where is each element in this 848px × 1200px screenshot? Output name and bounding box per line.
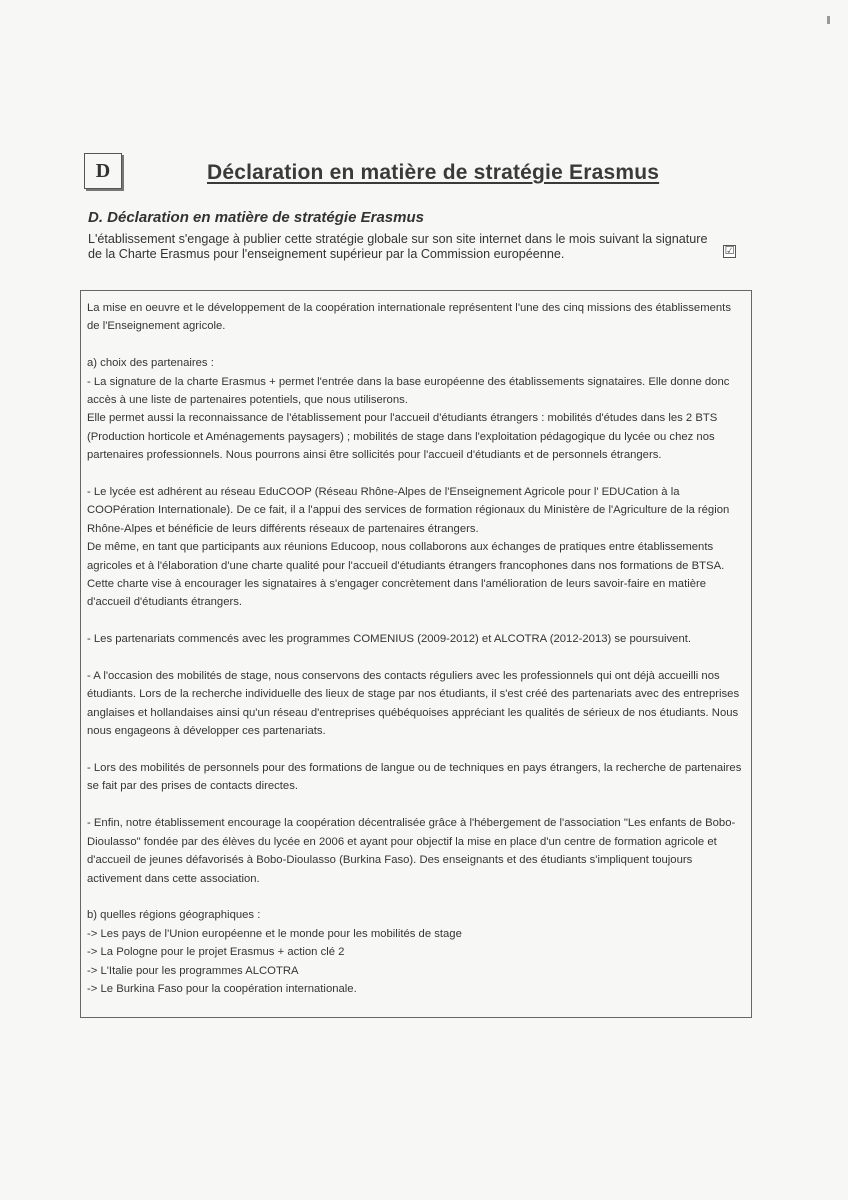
strategy-text-box	[80, 290, 752, 1018]
partner-paragraph-1: - La signature de la charte Erasmus + permet l'entrée dans la base européenne des établissements signataires. Elle donne donc accès à une liste de partenaires potentiels, que nous utiliserons.	[87, 375, 730, 407]
section-letter-box	[84, 153, 122, 189]
region-item: -> Les pays de l'Union européenne et le monde pour les mobilités de stage	[87, 927, 462, 940]
strategy-text	[87, 299, 745, 998]
commitment-statement: L'établissement s'engage à publier cette stratégie globale sur son site internet dans le mois suivant la signature de la Charte Erasmus pour l'enseignement supérieur par la Commission européenne.	[88, 232, 708, 261]
section-heading: D. Déclaration en matière de stratégie Erasmus	[88, 209, 424, 226]
regions-heading: b) quelles régions géographiques :	[87, 909, 261, 922]
partner-paragraph-5: - Les partenariats commencés avec les programmes COMENIUS (2009-2012) et ALCOTRA (2012-2013) se poursuivent.	[87, 633, 692, 646]
partner-paragraph-4: De même, en tant que participants aux réunions Educoop, nous collaborons aux échanges de pratiques entre établissements agricoles et à l'élaboration d'une charte qualité pour l'accueil d'étudiants étrangers francophones dans nos formations de BTSA. Cette charte vise à encourager les signataires à s'engager concrètement dans l'amélioration de leurs savoir-faire en matière d'accueil d'étudiants étrangers.	[87, 541, 725, 609]
partner-paragraph-8: - Enfin, notre établissement encourage la coopération décentralisée grâce à l'hébergement de l'association "Les enfants de Bobo-Dioulasso" fondée par des élèves du lycée en 2006 et ayant pour objectif la mise en place d'un centre de formation agricole et d'accueil de jeunes défavorisés à Bobo-Dioulasso (Burkina Faso). Des enseignants et des étudiants s'impliquent toujours activement dans cette association.	[87, 817, 736, 885]
scan-mark	[827, 16, 830, 24]
partner-paragraph-6: - A l'occasion des mobilités de stage, nous conservons des contacts réguliers avec les professionnels qui ont déjà accueilli nos étudiants. Lors de la recherche individuelle des lieux de stage par nos étudiants, il s'est créé des partenariats avec des entreprises anglaises et hollandaises ainsi qu'un réseau d'entreprises québéquoises appréciant les qualités de sérieux de nos étudiants. Nous nous engageons à développer ces partenariats.	[87, 670, 740, 738]
document-title: Déclaration en matière de stratégie Erasmus	[207, 161, 660, 184]
partner-paragraph-3: - Le lycée est adhérent au réseau EduCOOP (Réseau Rhône-Alpes de l'Enseignement Agricole pour l' EDUCation à la COOPération Internationale). De ce fait, il a l'appui des services de formation régionaux du Ministère de l'Agriculture de la région Rhône-Alpes et bénéficie de leurs différents réseaux de partenaires étrangers.	[87, 486, 730, 535]
region-item: -> Le Burkina Faso pour la coopération internationale.	[87, 982, 357, 995]
intro-paragraph: La mise en oeuvre et le développement de la coopération internationale représentent l'une des cinq missions des établissements de l'Enseignement agricole.	[87, 302, 731, 333]
partner-paragraph-7: - Lors des mobilités de personnels pour des formations de langue ou de techniques en pays étrangers, la recherche de partenaires se fait par des prises de contacts directes.	[87, 762, 742, 793]
partner-choice-heading: a) choix des partenaires :	[87, 357, 214, 370]
checkbox-checked-icon[interactable]: ☑	[724, 245, 735, 257]
section-letter: D	[95, 159, 111, 182]
partner-paragraph-2: Elle permet aussi la reconnaissance de l'établissement pour l'accueil d'étudiants étrangers : mobilités d'études dans les 2 BTS (Production horticole et Aménagements paysagers) ; mobilités de stage dans l'exploitation pédagogique du lycée ou chez nos partenaires professionnels. Nous pourrons ainsi être sollicités pour l'accueil d'étudiants et de personnels étrangers.	[87, 412, 718, 462]
region-item: -> L'Italie pour les programmes ALCOTRA	[87, 964, 299, 977]
region-item: -> La Pologne pour le projet Erasmus + action clé 2	[87, 946, 345, 959]
